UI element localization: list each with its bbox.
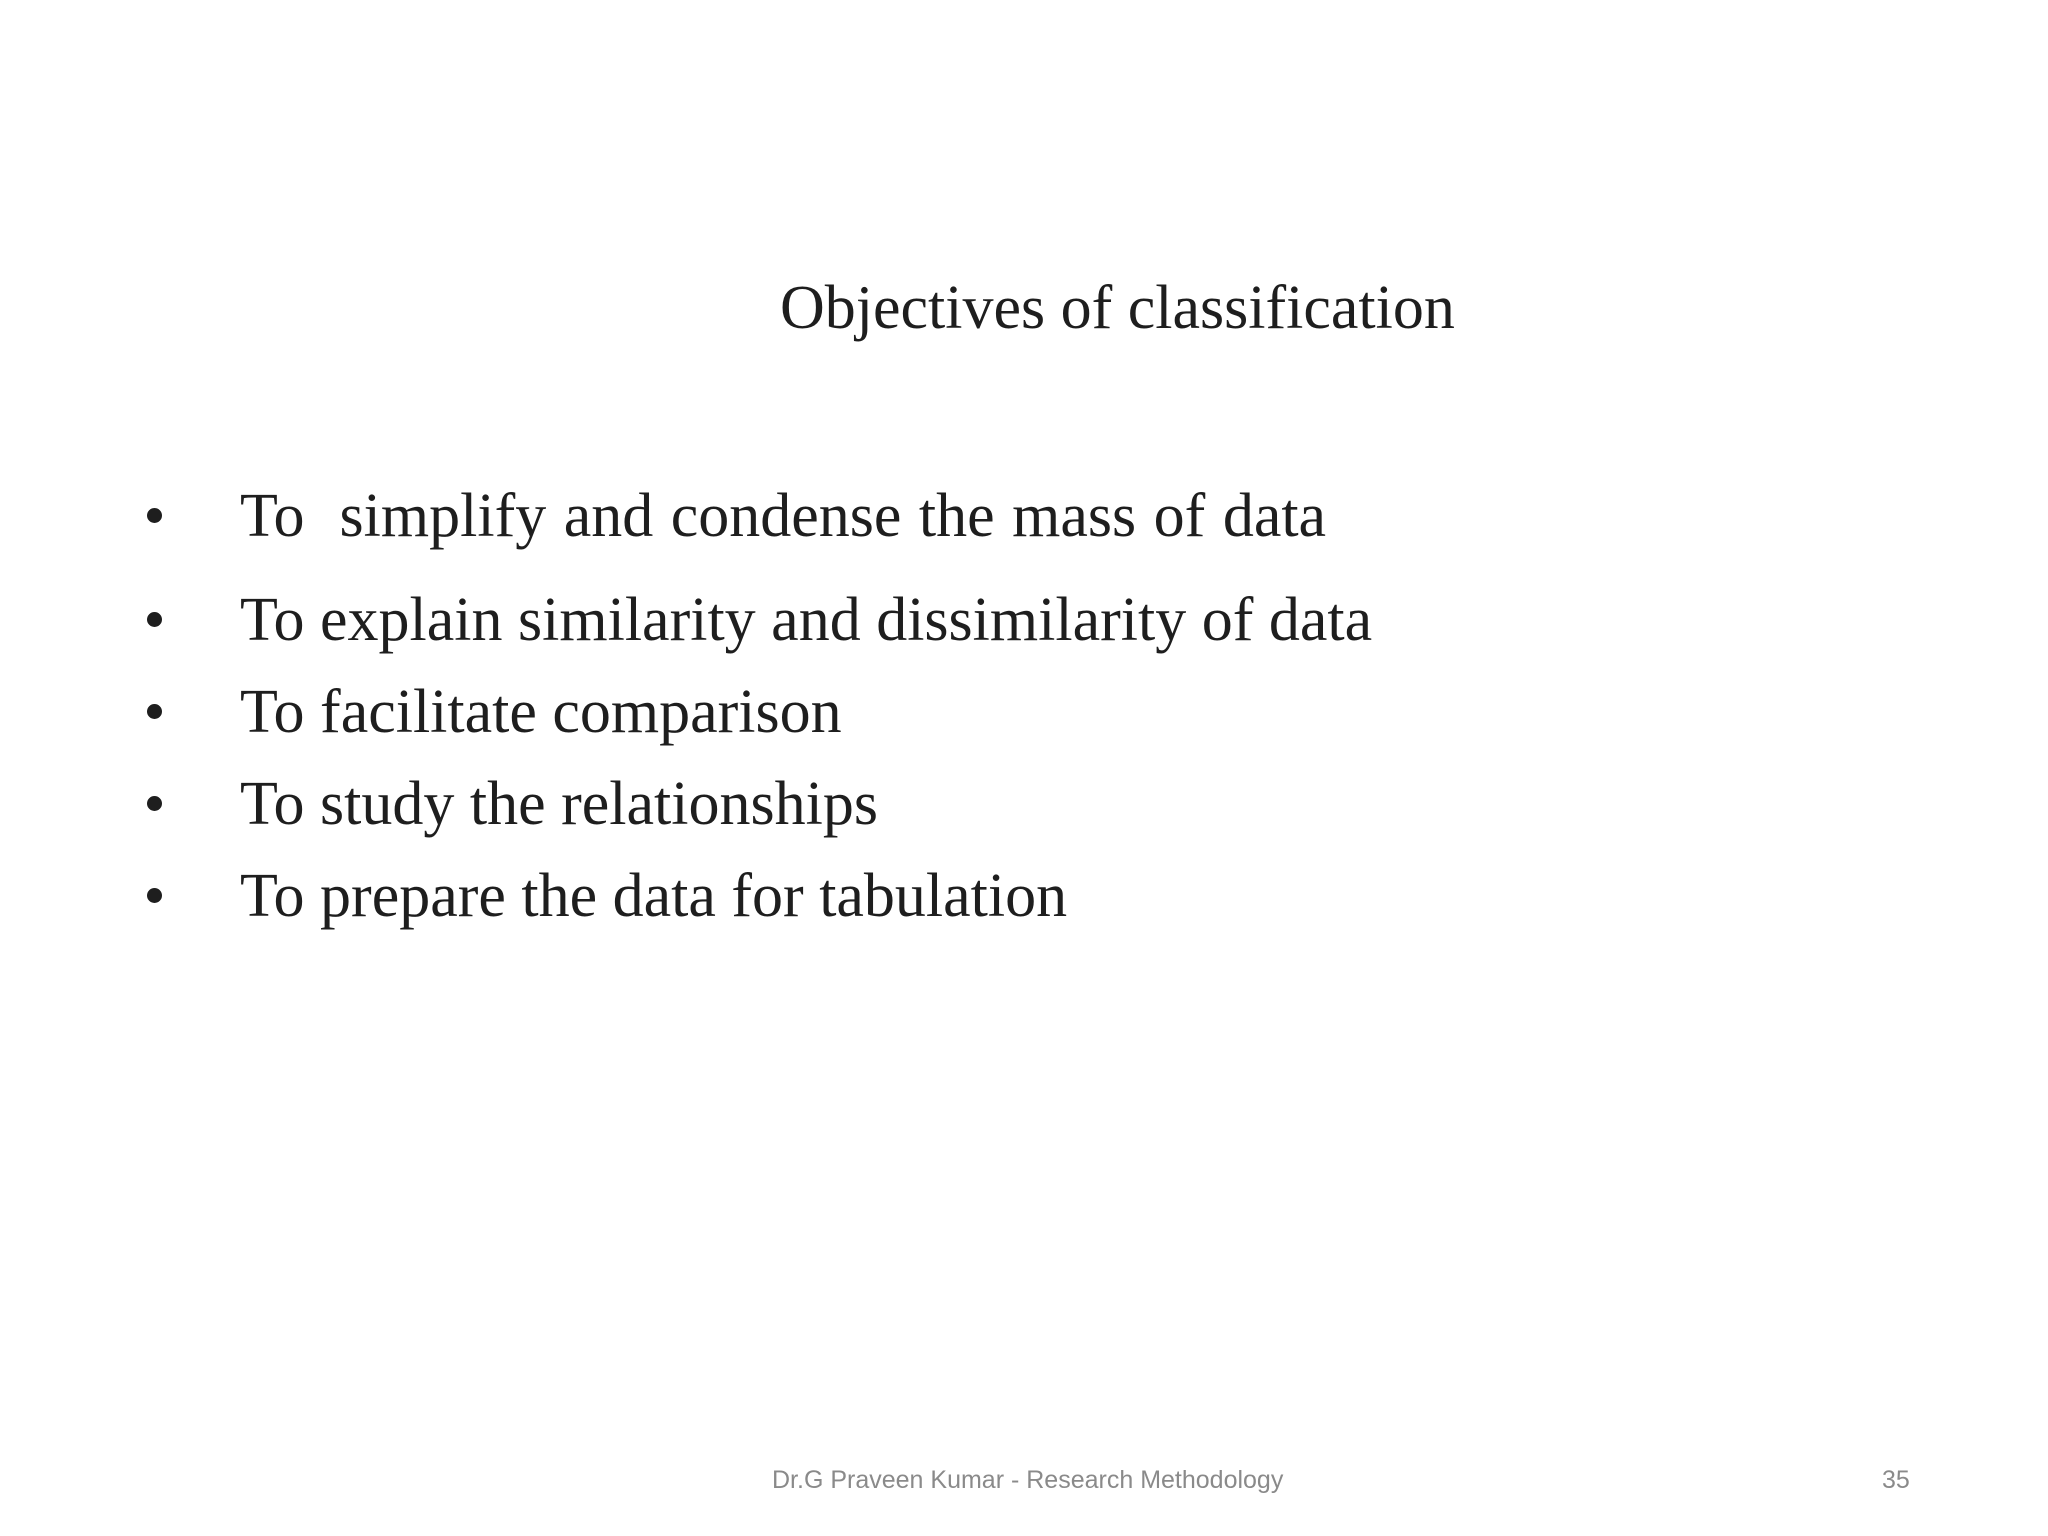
slide-title: Objectives of classification [780,274,1455,342]
bullet-text: To facilitate comparison [240,678,842,746]
bullet-dot-icon [147,508,162,523]
page-number: 35 [1882,1466,1910,1494]
bullet-text: To prepare the data for tabulation [240,862,1068,930]
slide-footer: Dr.G Praveen Kumar - Research Methodology [772,1466,1284,1494]
bullet-text: To simplify and condense the mass of data [240,482,1327,550]
bullet-dot-icon [147,796,162,811]
bullet-dot-icon [147,612,162,627]
bullet-dot-icon [147,888,162,903]
bullet-text: To study the relationships [240,770,878,838]
bullet-text: To explain similarity and dissimilarity of data [240,586,1373,654]
bullet-dot-icon [147,704,162,719]
